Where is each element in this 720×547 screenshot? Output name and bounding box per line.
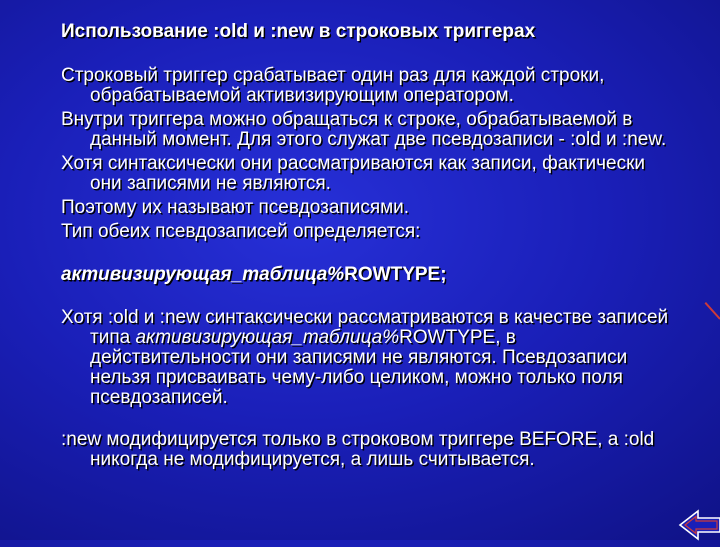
paragraph-6 bbox=[61, 308, 671, 408]
paragraph-7: :new модифицируется только в строковом триггере BEFORE, а :old никогда не модифицируется, а лишь считывается. bbox=[61, 429, 655, 470]
back-button[interactable] bbox=[678, 508, 720, 542]
slide-title: Использование :old и :new в строковых триггерах bbox=[61, 21, 536, 42]
paragraph-6-start: Хотя :old и :new синтаксически рассматриваются в качестве записей типа bbox=[61, 307, 669, 348]
paragraph-4: Поэтому их называют псевдозаписями. bbox=[61, 197, 410, 218]
formula-table-name: активизирующая_таблица% bbox=[61, 264, 345, 285]
arrow-left-icon bbox=[678, 508, 720, 542]
paragraph-2: Внутри триггера можно обращаться к строке, обрабатываемой в данный момент. Для этого служат две псевдозаписи - :old и :new. bbox=[61, 109, 667, 150]
slide-content bbox=[61, 20, 671, 474]
paragraph-1: Строковый триггер срабатывает один раз для каждой строки, обрабатываемой активизирующим оператором. bbox=[61, 65, 605, 106]
formula-rowtype: ROWTYPE; bbox=[344, 264, 447, 285]
paragraph-3: Хотя синтаксически они рассматриваются как записи, фактически они записями не являются. bbox=[61, 153, 646, 194]
paragraph-6-italic: активизирующая_таблица% bbox=[135, 327, 400, 348]
paragraph-6-end: ROWTYPE, в действительности они записями не являются. Псевдозаписи нельзя присваивать чему-либо целиком, можно только поля псевдозаписей. bbox=[90, 327, 628, 408]
rowtype-formula bbox=[61, 264, 671, 286]
paragraph-5: Тип обеих псевдозаписей определяется: bbox=[61, 221, 421, 242]
decorative-line bbox=[705, 302, 720, 320]
